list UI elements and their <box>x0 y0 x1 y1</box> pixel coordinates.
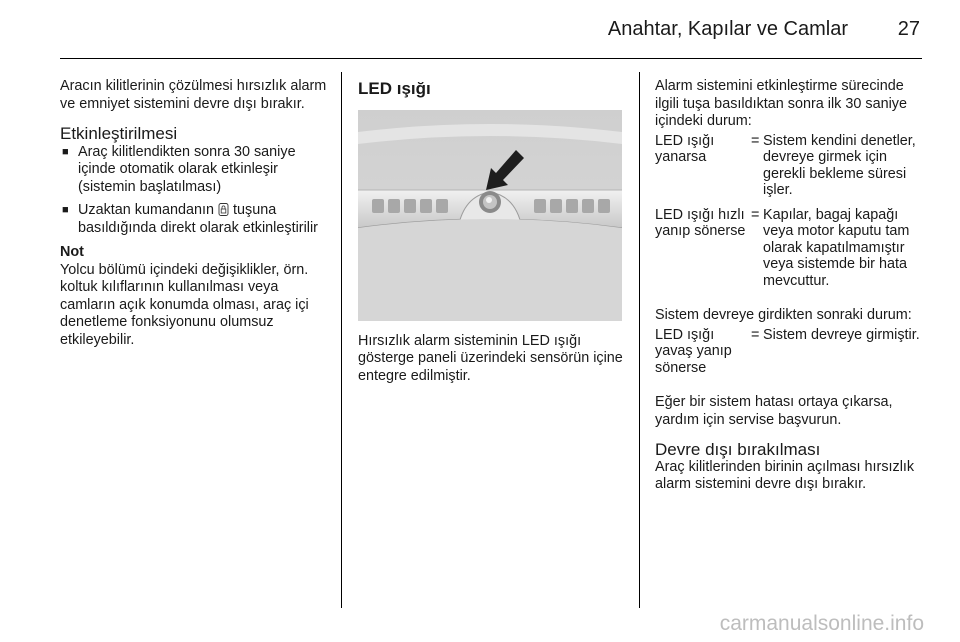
header-title: Anahtar, Kapılar ve Camlar <box>607 18 848 40</box>
note-title: Not <box>60 244 84 260</box>
status-description: Sistem devreye girmiştir. <box>763 326 920 343</box>
column-divider-2 <box>639 72 640 608</box>
column-middle <box>358 80 626 385</box>
bullet-text: Uzaktan kumandanın <box>78 202 214 218</box>
car-headliner-led-sensor-photo <box>358 110 622 321</box>
led-status-table-activation <box>655 133 925 298</box>
table-row <box>655 207 925 298</box>
bullet-item <box>60 202 330 237</box>
figure-caption: Hırsızlık alarm sisteminin LED ışığı gösterge paneli üzerindeki sensörün içine entegre edilmiştir. <box>358 332 623 384</box>
header-rule <box>60 58 922 59</box>
status-term: LED ışığı yanarsa <box>655 132 715 165</box>
intro-paragraph: Aracın kilitlerinin çözülmesi hırsızlık alarm ve emniyet sistemini devre dışı bırakır. <box>60 78 327 112</box>
status-equals: = <box>751 132 760 149</box>
bullet-mark: ■ <box>62 204 69 216</box>
section-title-deactivation: Devre dışı bırakılması <box>655 440 821 459</box>
error-instruction: Eğer bir sistem hatası ortaya çıkarsa, yardım için servise başvurun. <box>655 394 893 428</box>
table-row <box>655 133 925 207</box>
alarm-intro: Alarm sistemini etkinleştirme sürecinde ilgili tuşa basıldıktan sonra ilk 30 saniye içindeki durum: <box>655 78 907 129</box>
column-left <box>60 78 330 349</box>
bullet-text: Araç kilitlendikten sonra 30 saniye içinde otomatik olarak etkinleşir (sistemin başlatılması) <box>78 143 296 195</box>
page-number: 27 <box>897 18 920 40</box>
watermark: carmanualsonline.info <box>719 612 924 635</box>
status-equals: = <box>751 326 760 343</box>
led-sensor-figure <box>358 110 622 321</box>
bullet-mark: ■ <box>62 145 69 158</box>
deactivation-text: Araç kilitlerinden birinin açılması hırsızlık alarm sistemini devre dışı bırakır. <box>655 458 915 492</box>
section-heading-led: LED ışığı <box>358 79 431 98</box>
status-description: Kapılar, bagaj kapağı veya motor kaputu tam olarak kapatılmamıştır veya sistemde bir hata mevcuttur. <box>763 206 910 289</box>
status-equals: = <box>751 206 760 223</box>
column-right <box>655 78 925 494</box>
status-term: LED ışığı yavaş yanıp sönerse <box>655 326 732 376</box>
bullet-item <box>60 144 330 197</box>
table-row <box>655 327 925 385</box>
status-after-activation: Sistem devreye girdikten sonraki durum: <box>655 307 912 323</box>
bullet-text: tuşuna basıldığında direkt olarak etkinleştirilir <box>78 202 318 236</box>
lock-button-icon <box>218 203 229 216</box>
note-text: Yolcu bölümü içindeki değişiklikler, örn. koltuk kılıflarının kullanılması veya camların açık konumda olması, araç içi denetleme fonksiyonunu olumsuz etkileyebilir. <box>60 261 309 348</box>
section-title-activation: Etkinleştirilmesi <box>60 124 178 143</box>
status-description: Sistem kendini denetler, devreye girmek için gerekli bekleme süresi işler. <box>763 132 916 198</box>
column-divider-1 <box>341 72 342 608</box>
led-status-table-armed <box>655 327 925 385</box>
status-term: LED ışığı hızlı yanıp sönerse <box>655 206 746 239</box>
